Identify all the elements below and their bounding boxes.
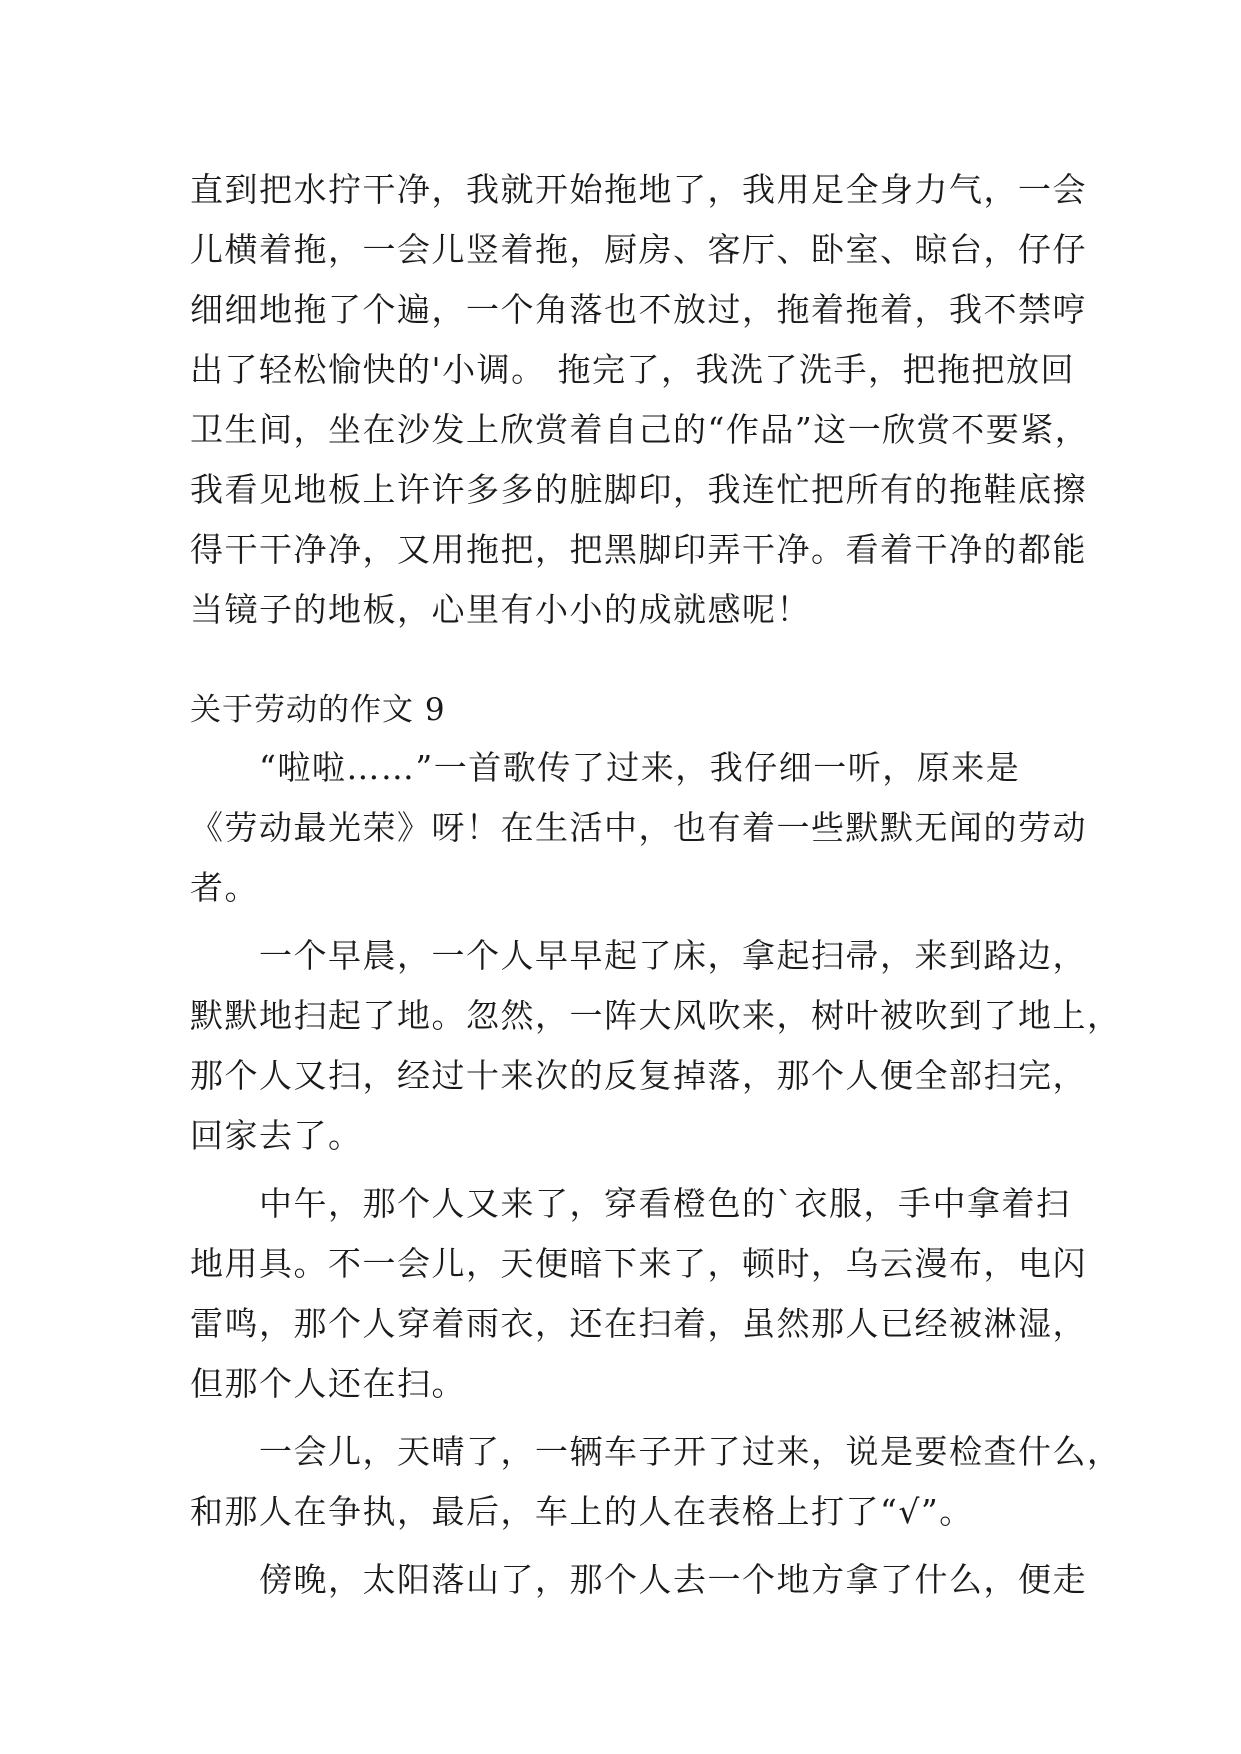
text-line: 儿横着拖，一会儿竖着拖，厨房、客厅、卧室、晾台，仔仔 [190,230,1087,269]
text-line: “啦啦……”一首歌传了过来，我仔细一听，原来是 [190,748,1021,787]
text-line: 细细地拖了个遍，一个角落也不放过，拖着拖着，我不禁哼 [190,290,1087,329]
essay-body [190,738,1122,1610]
text-line: 中午，那个人又来了，穿看橙色的`衣服，手中拿着扫 [190,1184,1071,1223]
text-line: 出了轻松愉快的'小调。 拖完了，我洗了洗手，把拖把放回 [190,350,1076,389]
text-line: 和那人在争执，最后，车上的人在表格上打了“√”。 [190,1492,974,1531]
text-line: 当镜子的地板，心里有小小的成就感呢！ [190,590,811,629]
paragraph-continued [190,160,1090,640]
text-line: 直到把水拧干净，我就开始拖地了，我用足全身力气，一会 [190,170,1087,209]
text-line: 雷鸣，那个人穿着雨衣，还在扫着，虽然那人已经被淋湿， [190,1304,1087,1343]
text-line: 那个人又扫，经过十来次的反复掉落，那个人便全部扫完， [190,1056,1087,1095]
text-line: 一会儿，天晴了，一辆车子开了过来，说是要检查什么， [190,1432,1122,1471]
section-heading: 关于劳动的作文 9 [190,692,446,728]
text-line: 卫生间，坐在沙发上欣赏着自己的“作品”这一欣赏不要紧， [190,410,1090,449]
text-line: 者。 [190,868,259,907]
text-line: 得干干净净，又用拖把，把黑脚印弄干净。看着干净的都能 [190,530,1087,569]
text-line: 回家去了。 [190,1116,363,1155]
text-line: 地用具。不一会儿，天便暗下来了，顿时，乌云漫布，电闪 [190,1244,1087,1283]
text-line: 《劳动最光荣》呀！在生活中，也有着一些默默无闻的劳动 [190,808,1087,847]
text-line: 我看见地板上许许多多的脏脚印，我连忙把所有的拖鞋底擦 [190,470,1087,509]
text-line: 一个早晨，一个人早早起了床，拿起扫帚，来到路边， [190,936,1087,975]
text-line: 傍晚，太阳落山了，那个人去一个地方拿了什么，便走 [190,1560,1087,1599]
text-line: 但那个人还在扫。 [190,1364,466,1403]
text-line: 默默地扫起了地。忽然，一阵大风吹来，树叶被吹到了地上， [190,996,1122,1035]
